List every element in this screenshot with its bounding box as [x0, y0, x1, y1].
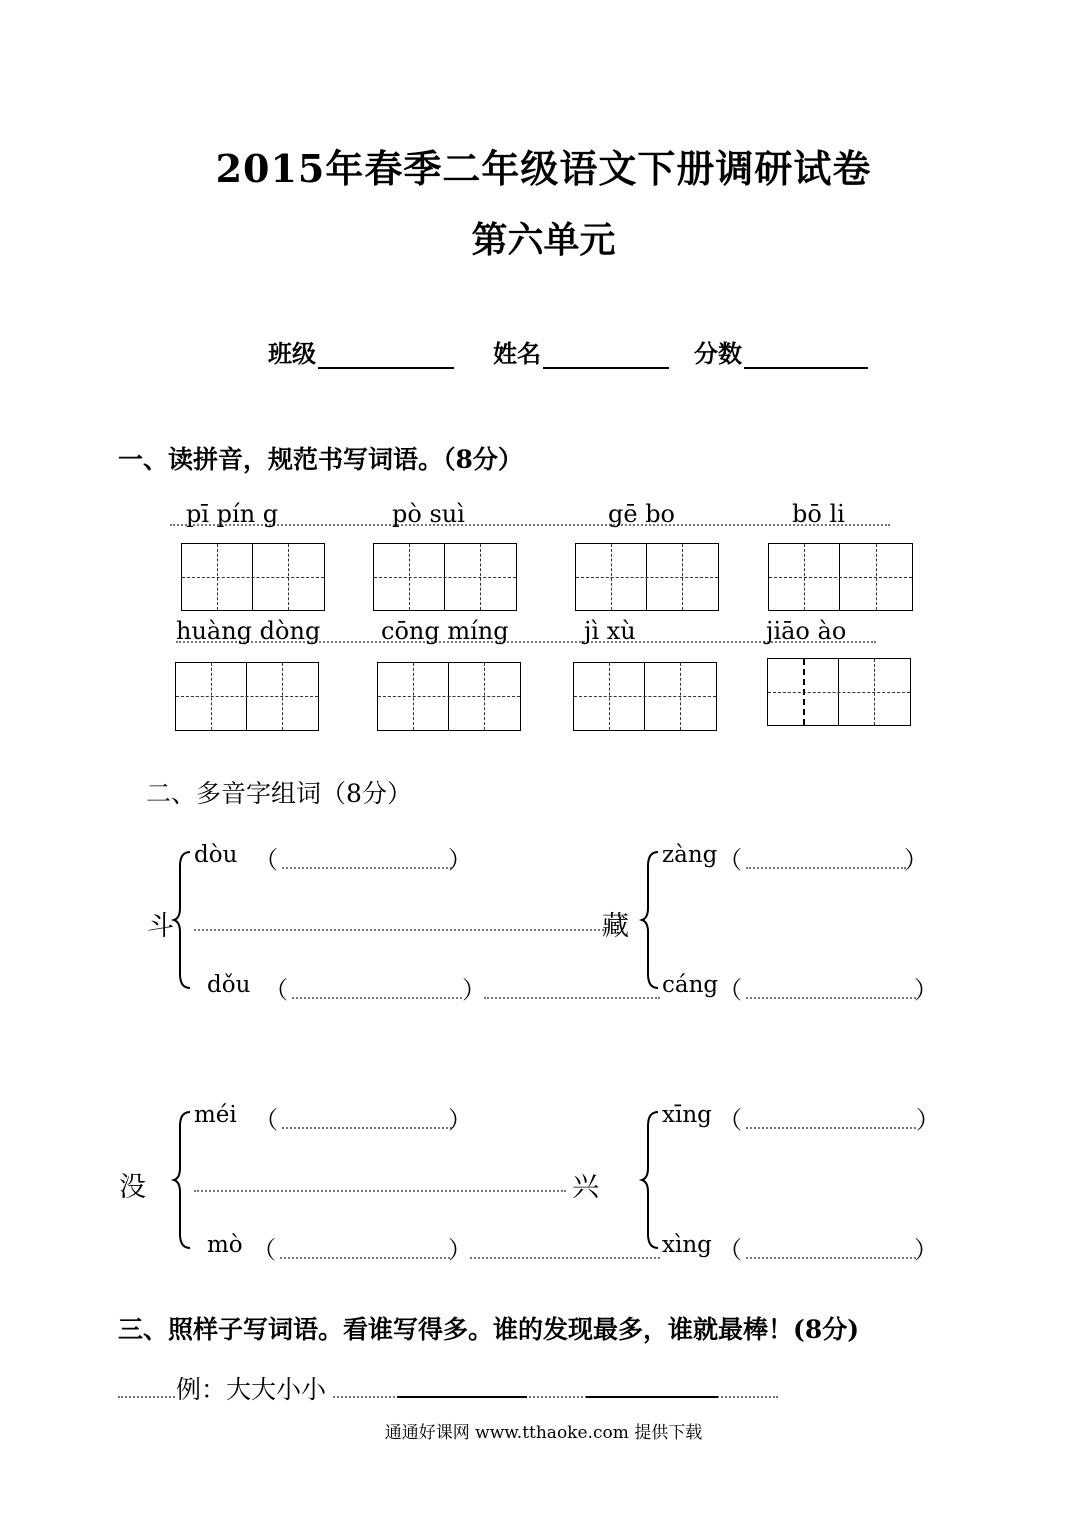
answer-line[interactable]: [397, 1396, 527, 1398]
answer-blank[interactable]: [292, 997, 462, 999]
polyphone-pinyin: méi: [194, 1102, 237, 1128]
footer-text: 通通好课网 www.tthaoke.com 提供下载: [384, 1423, 703, 1443]
pinyin-3: gē bo: [608, 500, 676, 528]
close-paren: ）: [448, 846, 472, 874]
writing-grid[interactable]: [767, 658, 911, 726]
brace-icon: [172, 1110, 194, 1250]
writing-grid[interactable]: [377, 662, 521, 731]
pinyin-8: jiāo ào: [766, 617, 847, 645]
dotted-line: [484, 997, 660, 999]
polyphone-char: 藏: [602, 911, 629, 942]
brace-icon: [640, 1110, 662, 1250]
class-label: 班级: [268, 339, 316, 368]
page-title: 2015年春季二年级语文下册调研试卷: [215, 146, 872, 191]
answer-blank[interactable]: [282, 1127, 452, 1129]
example-label: 例：大大小小: [176, 1370, 332, 1406]
close-paren: ）: [448, 1106, 472, 1134]
pinyin-5: huàng dòng: [176, 617, 321, 645]
section1-heading: 一、读拼音，规范书写词语。（8分）: [118, 445, 523, 474]
close-paren: ）: [914, 976, 938, 1004]
polyphone-pinyin: xìng: [662, 1232, 712, 1258]
name-field: [493, 334, 669, 369]
answer-line[interactable]: [586, 1396, 718, 1398]
page-subtitle: 第六单元: [471, 219, 616, 261]
open-paren: （: [252, 1236, 276, 1264]
close-paren: ）: [914, 1236, 938, 1264]
close-paren: ）: [916, 1106, 940, 1134]
open-paren: （: [718, 1106, 742, 1134]
writing-grid[interactable]: [373, 543, 517, 611]
writing-grid[interactable]: [575, 543, 719, 611]
name-label: 姓名: [493, 339, 541, 368]
answer-blank[interactable]: [746, 1127, 916, 1129]
answer-blank[interactable]: [280, 1257, 450, 1259]
open-paren: （: [718, 1236, 742, 1264]
polyphone-pinyin: zàng: [662, 842, 718, 868]
name-blank[interactable]: [543, 341, 669, 369]
score-blank[interactable]: [744, 341, 868, 369]
pinyin-2: pò suì: [392, 500, 465, 528]
answer-blank[interactable]: [282, 867, 452, 869]
polyphone-pinyin: mò: [207, 1232, 243, 1258]
pinyin-4: bō li: [792, 500, 845, 528]
brace-icon: [172, 850, 194, 990]
close-paren: ）: [904, 846, 928, 874]
answer-blank[interactable]: [746, 1257, 916, 1259]
open-paren: （: [254, 1106, 278, 1134]
polyphone-pinyin: cáng: [662, 972, 719, 998]
section2-heading: 二、多音字组词（8分）: [146, 779, 412, 808]
writing-grid[interactable]: [768, 543, 913, 611]
score-field: [694, 334, 868, 369]
open-paren: （: [718, 846, 742, 874]
class-field: [268, 334, 454, 369]
score-label: 分数: [694, 339, 742, 368]
answer-blank[interactable]: [746, 997, 916, 999]
writing-grid[interactable]: [175, 662, 319, 731]
close-paren: ）: [462, 976, 486, 1004]
pinyin-7: jì xù: [584, 617, 636, 645]
brace-icon: [640, 850, 662, 990]
polyphone-char: 没: [119, 1172, 146, 1203]
answer-blank[interactable]: [746, 867, 906, 869]
dotted-line: [470, 1257, 660, 1259]
pinyin-6: cōng míng: [381, 617, 509, 645]
writing-grid[interactable]: [181, 543, 325, 611]
open-paren: （: [254, 846, 278, 874]
dotted-line: [194, 1190, 566, 1192]
writing-grid[interactable]: [573, 662, 717, 731]
polyphone-pinyin: dǒu: [207, 972, 251, 998]
open-paren: （: [718, 976, 742, 1004]
polyphone-pinyin: xīng: [662, 1102, 712, 1128]
dotted-line: [194, 929, 604, 931]
pinyin-1: pī pín g: [186, 500, 279, 528]
open-paren: （: [264, 976, 288, 1004]
polyphone-pinyin: dòu: [194, 842, 238, 868]
polyphone-char: 斗: [147, 911, 174, 942]
section3-heading: 三、照样子写词语。看谁写得多。谁的发现最多，谁就最棒！(8分): [118, 1315, 860, 1344]
polyphone-char: 兴: [572, 1172, 599, 1203]
close-paren: ）: [448, 1236, 472, 1264]
class-blank[interactable]: [318, 341, 454, 369]
